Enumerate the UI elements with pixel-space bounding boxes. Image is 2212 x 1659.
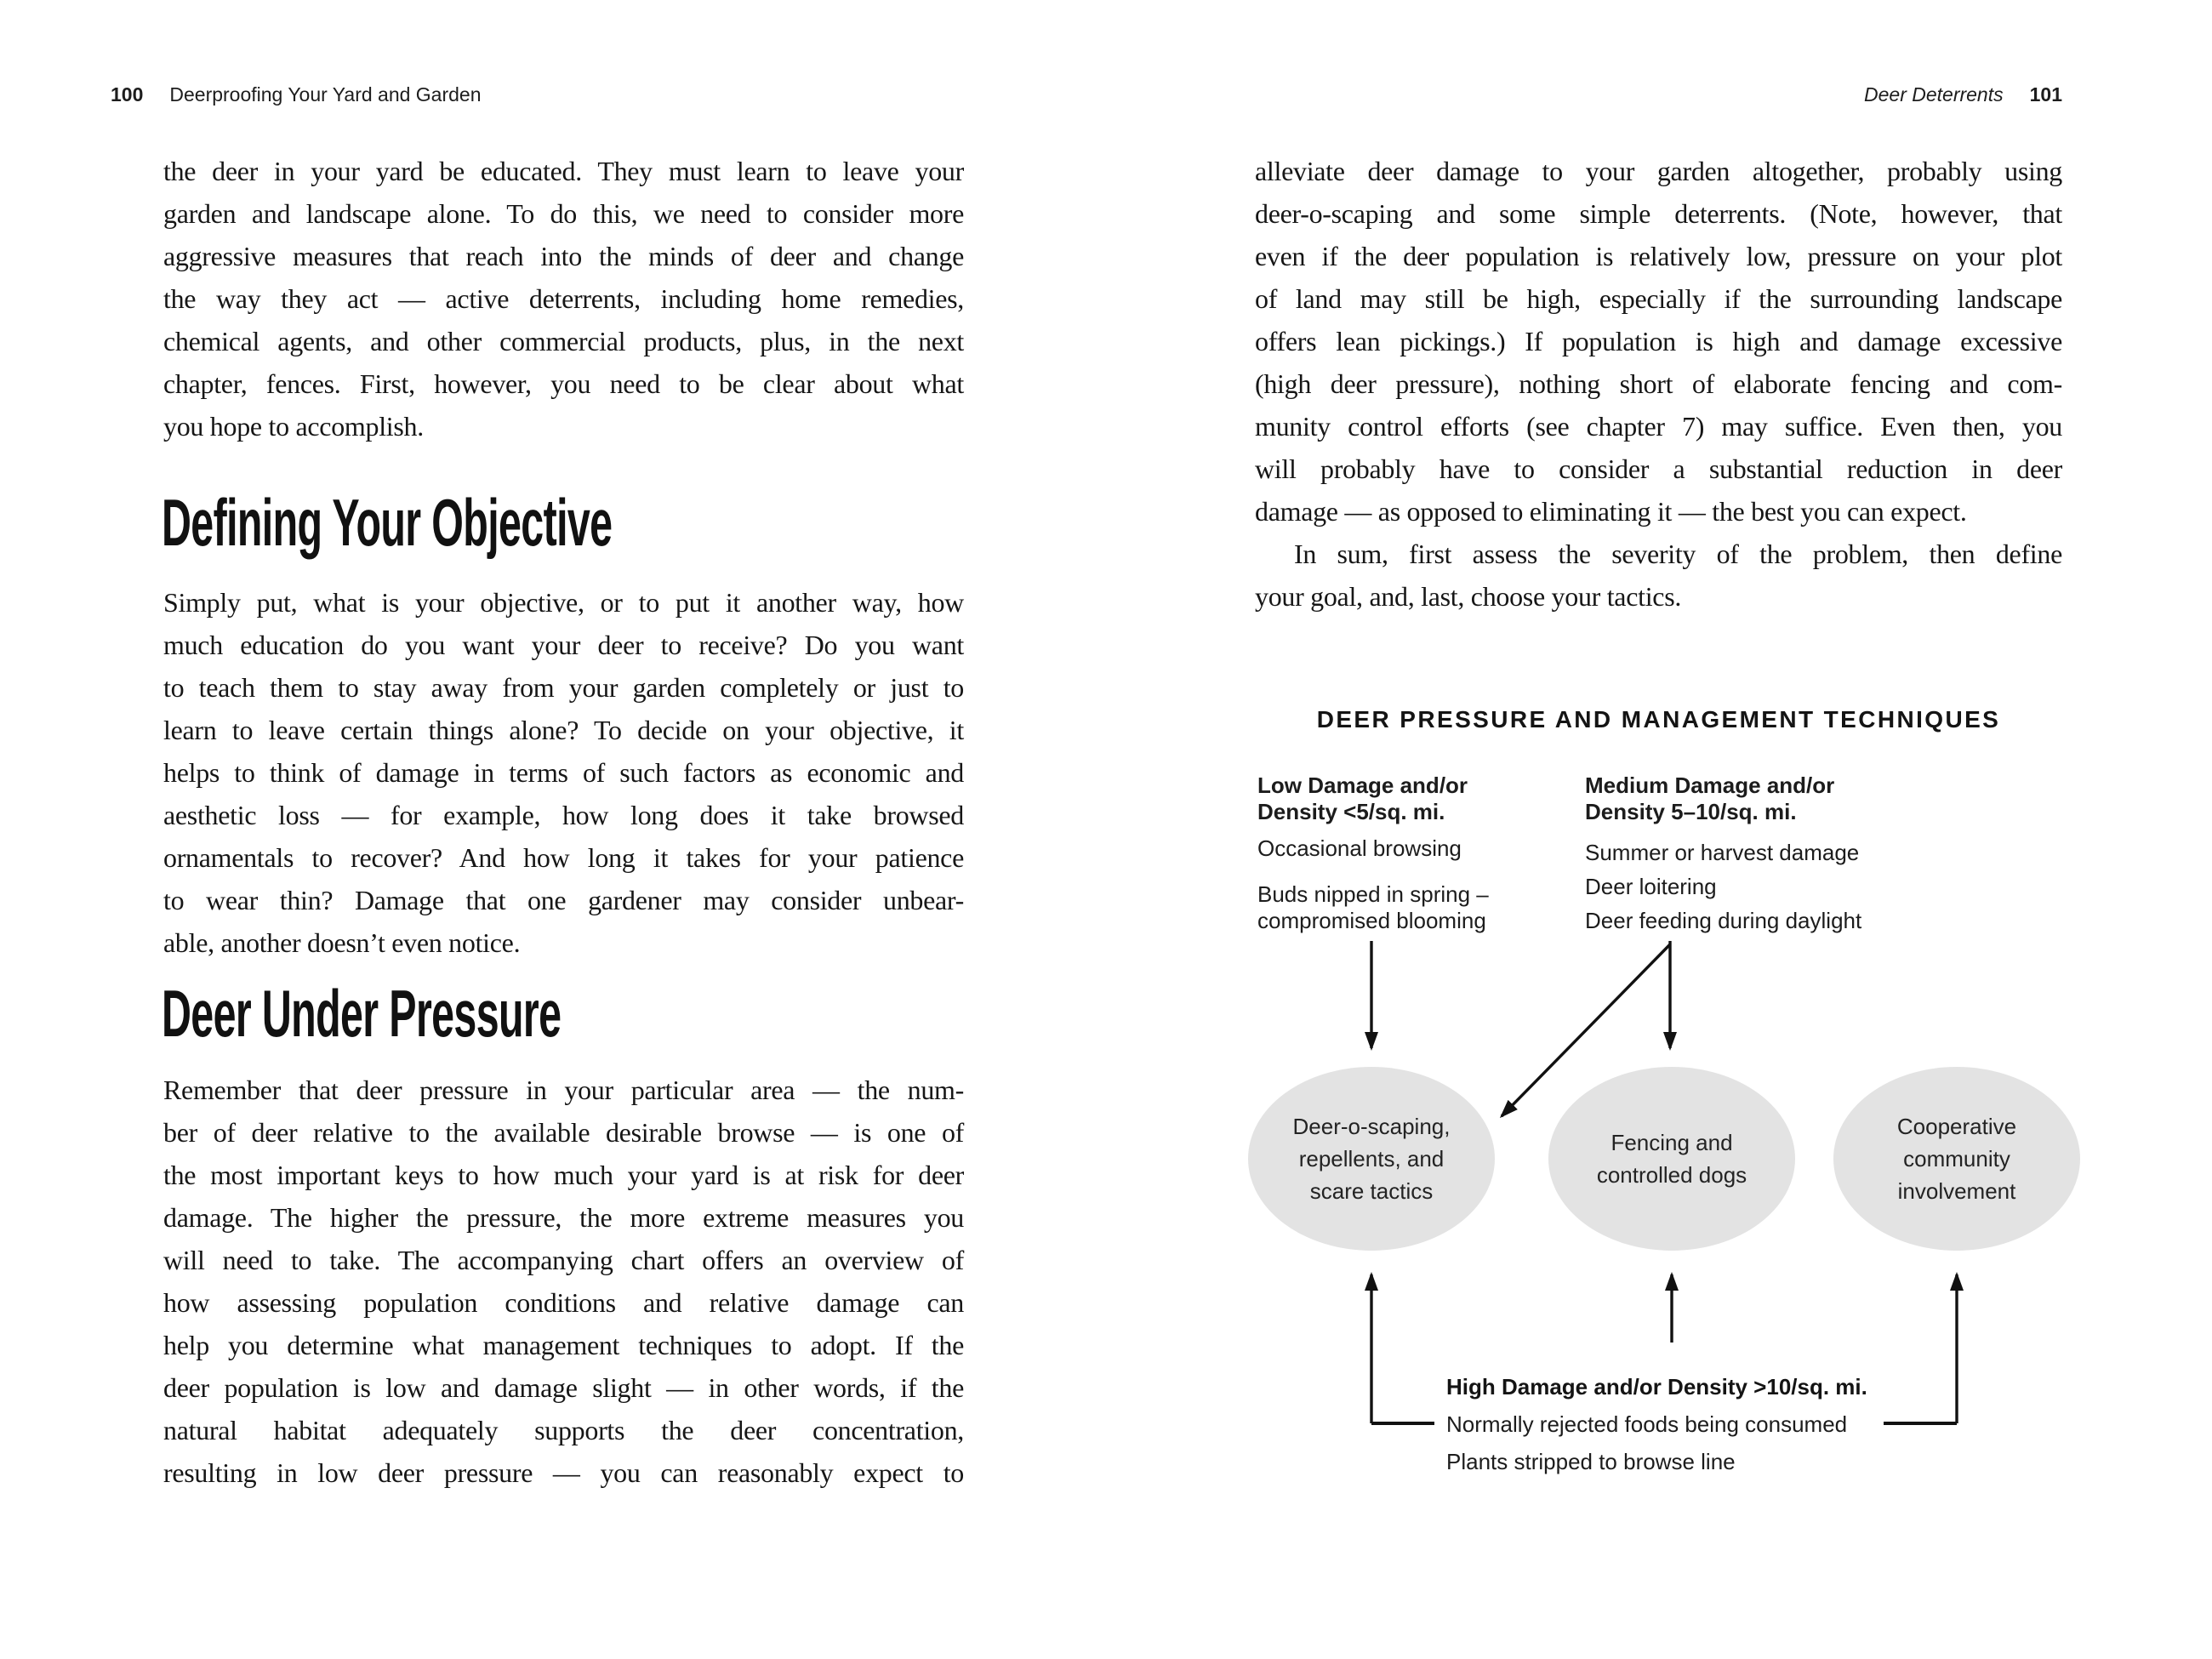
- diagram-item-occasional-browsing: Occasional browsing: [1257, 835, 1462, 861]
- text-line: Remember that deer pressure in your particular area — the num-: [163, 1075, 964, 1105]
- text-line: chapter, fences. First, however, you need to be clear about what: [163, 368, 964, 399]
- text-line: to teach them to stay away from your garden completely or just to: [163, 672, 964, 703]
- text-line: much education do you want your deer to receive? Do you want: [163, 630, 964, 660]
- text-line: Low Damage and/or: [1257, 772, 1468, 798]
- diagram-label-low-damage: [1257, 772, 1468, 825]
- text-line: resulting in low deer pressure — you can reasonably expect to: [163, 1457, 964, 1488]
- text-line: garden and landscape alone. To do this, we need to consider more: [163, 198, 964, 229]
- text-line: will need to take. The accompanying chart offers an overview of: [163, 1245, 964, 1275]
- text-line: aesthetic loss — for example, how long does it take browsed: [163, 800, 964, 830]
- text-line: Density 5–10/sq. mi.: [1585, 799, 1797, 824]
- text-line: Cooperative: [1896, 1114, 2017, 1139]
- running-head-right-title: Deer Deterrents: [1864, 83, 2004, 105]
- text-line: even if the deer population is relatively low, pressure on your plot: [1255, 241, 2062, 271]
- right-paragraph-2: [1255, 533, 2062, 618]
- text-line: the deer in your yard be educated. They must learn to leave your: [163, 156, 964, 186]
- text-line: you hope to accomplish.: [163, 411, 424, 442]
- diagram-label-high-damage: High Damage and/or Density >10/sq. mi.: [1446, 1374, 1867, 1400]
- text-line: the most important keys to how much your yard is at risk for deer: [163, 1160, 964, 1190]
- diagram-items-high-damage: [1446, 1405, 1867, 1480]
- text-line: In sum, first assess the severity of the problem, then define: [1294, 539, 2062, 569]
- text-line: Fencing and: [1611, 1130, 1733, 1155]
- diagram-label-medium-damage: [1585, 772, 1834, 825]
- diagram-item-buds-nipped: [1257, 881, 1489, 934]
- text-line: Deer feeding during daylight: [1585, 908, 1862, 933]
- section-heading-deer-under-pressure: Deer Under Pressure: [162, 976, 562, 1051]
- ellipse-deer-o-scaping: [1248, 1067, 1495, 1251]
- ellipse-community-involvement: [1833, 1067, 2080, 1251]
- left-paragraph-1: [163, 150, 964, 448]
- left-paragraph-2: [163, 581, 964, 964]
- text-line: helps to think of damage in terms of such factors as economic and: [163, 757, 964, 788]
- text-line: munity control efforts (see chapter 7) may suffice. Even then, you: [1255, 411, 2062, 442]
- text-line: Buds nipped in spring –: [1257, 881, 1489, 907]
- ellipse-fencing-dogs-text: [1597, 1126, 1747, 1191]
- diagram-block-high-damage: [1446, 1368, 1867, 1480]
- text-line: controlled dogs: [1596, 1162, 1747, 1188]
- text-line: will probably have to consider a substantial reduction in deer: [1255, 453, 2062, 484]
- text-line: Simply put, what is your objective, or to put it another way, how: [163, 587, 964, 618]
- text-line: able, another doesn’t even notice.: [163, 927, 521, 958]
- text-line: scare tactics: [1309, 1178, 1434, 1204]
- text-line: Deer-o-scaping,: [1292, 1114, 1451, 1139]
- text-line: Density <5/sq. mi.: [1257, 799, 1445, 824]
- text-line: how assessing population conditions and relative damage can: [163, 1287, 964, 1318]
- text-line: of land may still be high, especially if the surrounding landscape: [1255, 283, 2062, 314]
- text-line: Medium Damage and/or: [1585, 772, 1835, 798]
- text-line: aggressive measures that reach into the minds of deer and change: [163, 241, 964, 271]
- right-paragraph-1: [1255, 150, 2062, 533]
- text-line: to wear thin? Damage that one gardener may consider unbear-: [163, 885, 964, 915]
- text-line: the way they act — active deterrents, including home remedies,: [163, 283, 964, 314]
- text-line: community: [1903, 1146, 2010, 1172]
- text-line: damage. The higher the pressure, the more extreme measures you: [163, 1202, 964, 1233]
- ellipse-community-involvement-text: [1897, 1110, 2016, 1207]
- text-line: Plants stripped to browse line: [1446, 1449, 1736, 1474]
- text-line: Deer loitering: [1585, 874, 1717, 899]
- text-line: (high deer pressure), nothing short of elaborate fencing and com-: [1255, 368, 2062, 399]
- text-line: chemical agents, and other commercial products, plus, in the next: [163, 326, 964, 356]
- page-number-right: 101: [2029, 83, 2062, 105]
- text-line: alleviate deer damage to your garden altogether, probably using: [1255, 156, 2062, 186]
- ellipse-deer-o-scaping-text: [1293, 1110, 1451, 1207]
- text-line: deer-o-scaping and some simple deterrents. (Note, however, that: [1255, 198, 2062, 229]
- ellipse-fencing-dogs: [1548, 1067, 1795, 1251]
- text-line: help you determine what management techniques to adopt. If the: [163, 1330, 964, 1360]
- running-head-left: [111, 82, 482, 107]
- text-line: deer population is low and damage slight — in other words, if the: [163, 1372, 964, 1403]
- diagram-title: DEER PRESSURE AND MANAGEMENT TECHNIQUES: [1316, 706, 2001, 733]
- text-line: involvement: [1897, 1178, 2016, 1204]
- text-line: natural habitat adequately supports the deer concentration,: [163, 1415, 964, 1445]
- text-line: ber of deer relative to the available desirable browse — is one of: [163, 1117, 964, 1148]
- text-line: ornamentals to recover? And how long it takes for your patience: [163, 842, 964, 873]
- text-line: damage — as opposed to eliminating it — the best you can expect.: [1255, 496, 1967, 527]
- text-line: Normally rejected foods being consumed: [1446, 1411, 1848, 1437]
- running-head-left-title: Deerproofing Your Yard and Garden: [169, 83, 482, 105]
- text-line: offers lean pickings.) If population is high and damage excessive: [1255, 326, 2062, 356]
- text-line: learn to leave certain things alone? To decide on your objective, it: [163, 715, 964, 745]
- left-paragraph-3: [163, 1069, 964, 1494]
- section-heading-defining-objective: Defining Your Objective: [162, 485, 613, 560]
- text-line: compromised blooming: [1257, 908, 1486, 933]
- running-head-right: [1255, 82, 2062, 107]
- text-line: your goal, and, last, choose your tactics.: [1255, 581, 1682, 612]
- text-line: repellents, and: [1298, 1146, 1445, 1172]
- diagram-items-medium-damage: [1585, 835, 1861, 938]
- page-number-left: 100: [111, 83, 144, 105]
- text-line: Summer or harvest damage: [1585, 840, 1860, 865]
